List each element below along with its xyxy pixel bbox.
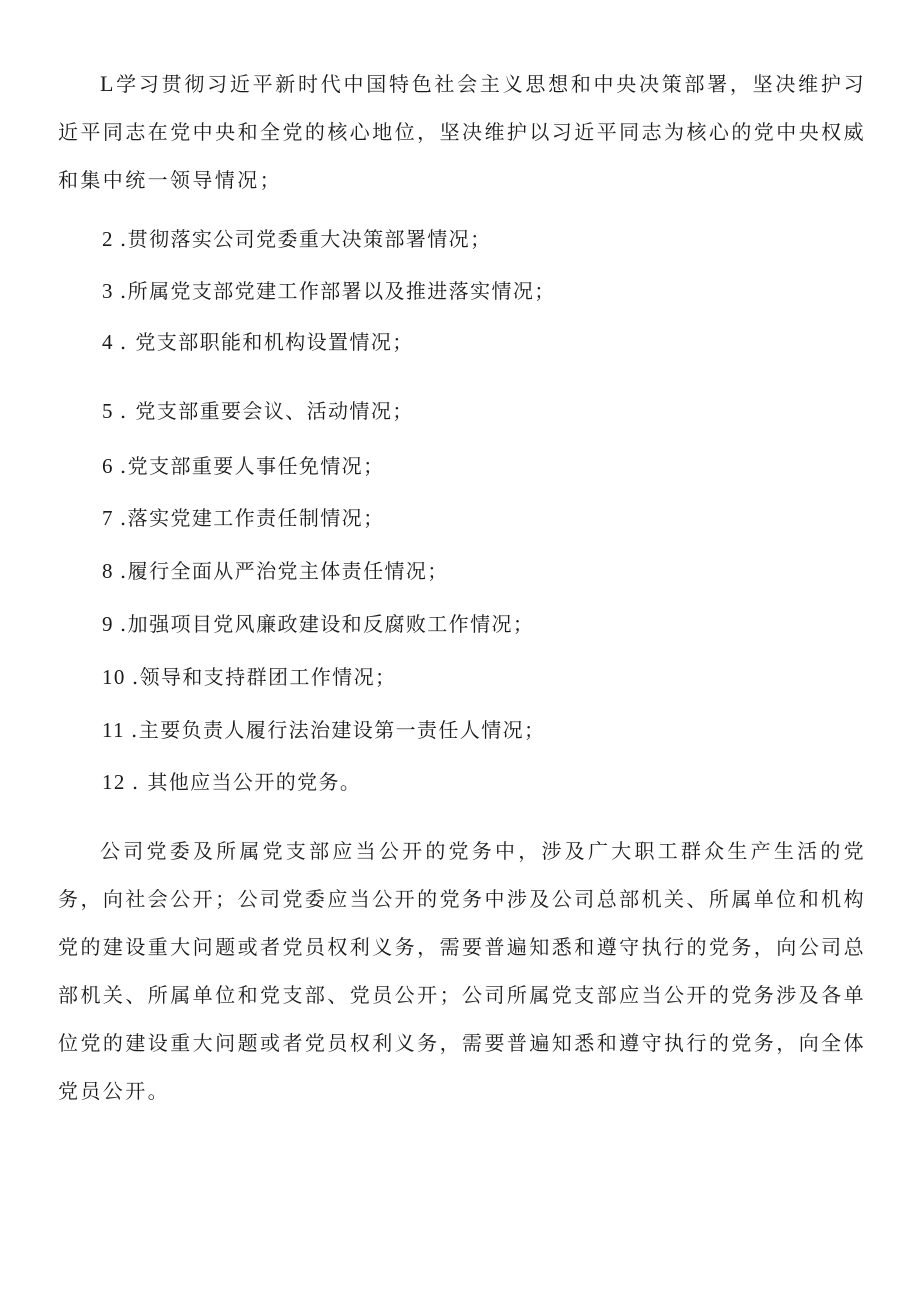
list-item-9 [102,610,534,638]
list-item-text: .所属党支部党建工作部署以及推进落实情况； [119,279,556,303]
list-item-number: 4 [102,330,114,354]
list-item-text: .党支部重要人事任免情况； [119,454,385,478]
list-item-text: . 其他应当公开的党务。 [131,770,362,794]
list-item-number: 2 [102,227,114,251]
list-item-11 [102,716,545,744]
list-item-number: 8 [102,559,114,583]
list-item-number: 6 [102,454,114,478]
list-item-5 [102,397,414,425]
list-item-6 [102,452,384,480]
list-item-text: .落实党建工作责任制情况； [119,506,385,530]
list-item-number: 11 [102,718,126,742]
list-item-number: 12 [102,770,126,794]
list-item-number: 5 [102,399,114,423]
list-item-text: .加强项目党风廉政建设和反腐败工作情况； [119,612,535,636]
intro-text: 学习贯彻习近平新时代中国特色社会主义思想和中央决策部署，坚决维护习近平同志在党中央和全党的核心地位，坚决维护以习近平同志为核心的党中央权威和集中统一领导情况； [58,72,866,192]
list-item-number: 9 [102,612,114,636]
list-item-4 [102,328,414,356]
list-item-12 [102,768,361,796]
list-item-text: . 党支部职能和机构设置情况； [119,330,414,354]
list-item-text: .主要负责人履行法治建设第一责任人情况； [131,718,546,742]
list-item-text: .履行全面从严治党主体责任情况； [119,559,449,583]
list-item-10 [102,663,396,691]
list-item-text: .贯彻落实公司党委重大决策部署情况； [119,227,492,251]
list-item-number: 7 [102,506,114,530]
list-item-number: 3 [102,279,114,303]
list-item-8 [102,557,449,585]
list-item-2 [102,225,491,253]
intro-marker: L [100,71,116,96]
closing-paragraph: 公司党委及所属党支部应当公开的党务中，涉及广大职工群众生产生活的党务，向社会公开；公司党委应当公开的党务中涉及公司总部机关、所属单位和机构党的建设重大问题或者党员权利义务，需要普遍知悉和遵守执行的党务，向公司总部机关、所属单位和党支部、党员公开；公司所属党支部应当公开的党务涉及各单位党的建设重大问题或者党员权利义务，需要普遍知悉和遵守执行的党务，向全体党员公开。 [58,839,866,1103]
list-item-number: 10 [102,665,126,689]
intro-paragraph [58,60,866,204]
list-item-3 [102,277,556,305]
list-item-text: .领导和支持群团工作情况； [131,665,397,689]
list-item-text: . 党支部重要会议、活动情况； [119,399,414,423]
list-item-7 [102,504,384,532]
